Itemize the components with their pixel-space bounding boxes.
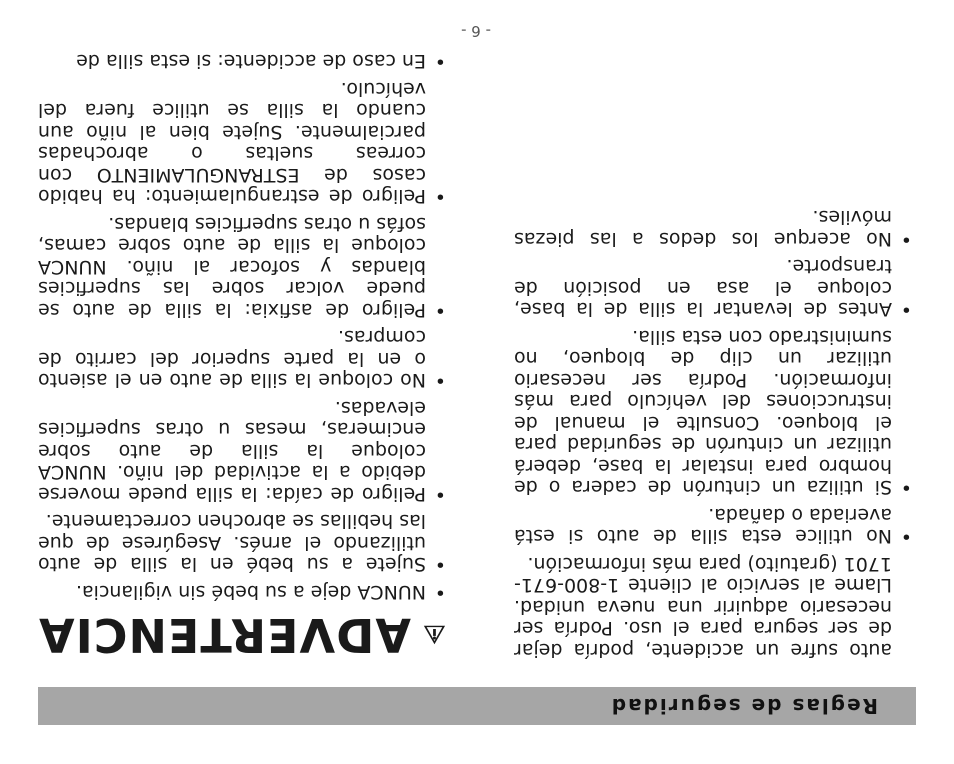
list-item-text: En caso de accidente: si esta silla de <box>76 50 426 73</box>
list-item-text: Si utiliza un cinturón de cadera o de hombro para instalar la base, deberá utilizar un cinturón de seguridad para el bloqueo. Consulte el manual de instrucciones del vehículo para más información. Podría ser necesario utilizar un clip de bloqueo, no suministrado con esta silla. <box>514 326 892 499</box>
list-item-text: No coloque la silla de auto en el asiento o en la parte superior del carrito de compras. <box>38 326 426 392</box>
bullet-icon: • <box>900 298 912 321</box>
bullet-icon: • <box>434 299 446 321</box>
list-item-text: Sujete a su bebé en la silla de auto utilizando el arnés. Asegúrese de que las hebillas se abrochen correctamente. <box>38 510 426 576</box>
right-column <box>38 44 446 660</box>
continuation-paragraph: auto sufre un accidente, podría dejar de ser segura para el uso. Podría ser necesario adquirir una nueva unidad. Llame al servicio al cliente 1-800-671-1701 (gratuito) para más información. <box>514 553 892 661</box>
page-number: - 6 - <box>461 22 491 40</box>
section-header-band <box>38 687 916 725</box>
bullet-icon: • <box>900 228 912 250</box>
list-item <box>38 326 446 391</box>
list-item <box>514 326 912 498</box>
list-item-text: No utilice esta silla de auto si está averiada o dañada. <box>514 504 892 548</box>
bullet-icon: • <box>434 581 446 603</box>
bullet-icon: • <box>900 476 912 499</box>
list-item <box>514 206 912 249</box>
list-item <box>514 255 912 320</box>
list-item <box>514 504 912 547</box>
list-item-text: Peligro de asfixia: la silla de auto se puede volcar sobre las superficies blandas y sofocar al niño. NUNCA coloque la silla de auto sobre camas, sofás u otras superficies blandas. <box>38 213 426 321</box>
section-title: Reglas de seguridad <box>609 694 878 718</box>
list-item-text: NUNCA deje a su bebé sin vigilancia. <box>75 581 426 603</box>
list-item-text: Antes de levantar la silla de la base, coloque el asa en posición de transporte. <box>514 255 892 321</box>
bullet-icon: • <box>434 50 446 73</box>
list-item <box>38 397 446 505</box>
list-item-text: Peligro de caída: la silla puede moverse debido a la actividad del niño. NUNCA coloque la silla de auto sobre encimeras, mesas u otras superficies elevadas. <box>38 397 426 505</box>
warning-title: ADVERTENCIA <box>38 608 411 662</box>
list-item <box>38 510 446 575</box>
list-item <box>38 213 446 321</box>
left-column <box>514 200 912 660</box>
list-item <box>38 50 446 72</box>
list-item-text: No acerque los dedos a las piezas móviles. <box>514 206 892 250</box>
list-item <box>38 78 446 207</box>
bullet-icon: • <box>434 553 446 576</box>
warning-heading <box>38 608 446 662</box>
bullet-icon: • <box>434 483 446 505</box>
list-item-text: Peligro de estrangulamiento: ha habido casos de ESTRANGULAMIENTO con correas sueltas o abrochadas parcialmente. Sujete bien al niño aun cuando la silla se utilice fuera del vehículo. <box>38 78 426 208</box>
list-item <box>38 581 446 603</box>
bullet-icon: • <box>434 369 446 392</box>
warning-triangle-icon <box>423 613 446 657</box>
bullet-icon: • <box>434 185 446 208</box>
bullet-icon: • <box>900 525 912 548</box>
